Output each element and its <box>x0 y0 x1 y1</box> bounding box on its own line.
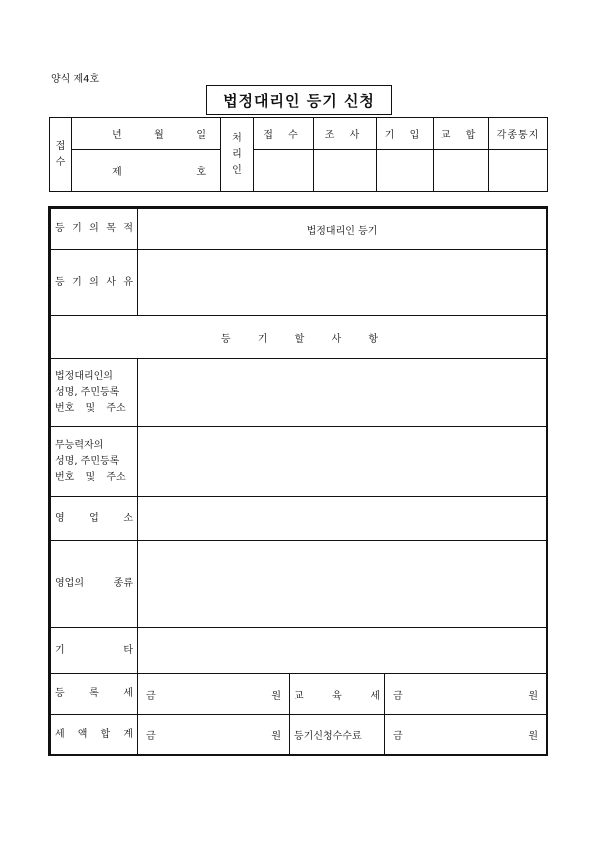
amount-prefix: 금 <box>393 690 403 702</box>
agent-label-line3: 번호 및 주소 <box>55 402 126 414</box>
label-char: 영 <box>55 512 65 524</box>
receipt-date[interactable] <box>72 118 221 150</box>
business-type-label <box>51 541 138 628</box>
label-char: 등 <box>55 276 65 288</box>
business-place-field[interactable] <box>138 497 547 541</box>
amount-prefix: 금 <box>146 690 156 702</box>
label-char: 사 <box>331 333 342 345</box>
label-char: 소 <box>123 512 133 524</box>
agent-label <box>51 359 138 427</box>
label-char: 할 <box>294 333 305 345</box>
label-char: 유 <box>123 276 133 288</box>
incapacitated-label <box>51 427 138 497</box>
amount-suffix: 원 <box>528 690 538 702</box>
number-suffix: 호 <box>196 167 206 178</box>
incapacitated-label-line2: 성명, 주민등록 <box>55 455 120 467</box>
label-char: 기 <box>72 223 82 234</box>
fee-label: 등기신청수수료 <box>290 715 385 755</box>
label-part: 영업의 <box>55 578 84 589</box>
cell-investigation[interactable] <box>314 150 377 192</box>
receipt-table <box>49 117 548 192</box>
label-char: 액 <box>77 728 88 740</box>
year-label: 년 <box>112 130 122 141</box>
label-char: 항 <box>368 333 378 345</box>
other-field[interactable] <box>138 628 547 674</box>
incapacitated-field[interactable] <box>138 427 547 497</box>
reason-field[interactable] <box>138 250 547 316</box>
amount-prefix: 금 <box>393 731 403 742</box>
form-title: 법정대리인 등기 신청 <box>206 85 392 115</box>
col-investigation: 조 사 <box>314 118 377 150</box>
business-type-field[interactable] <box>138 541 547 628</box>
purpose-label <box>51 209 138 250</box>
agent-label-line1: 법정대리인의 <box>55 370 113 382</box>
agent-field[interactable] <box>138 359 547 427</box>
day-label: 일 <box>196 130 206 141</box>
other-label <box>51 628 138 674</box>
business-place-label <box>51 497 138 541</box>
col-receipt: 접 수 <box>254 118 314 150</box>
label-char: 적 <box>123 223 133 234</box>
label-char: 기 <box>72 276 82 288</box>
col-entry: 기 입 <box>377 118 434 150</box>
registration-tax-label <box>51 674 138 715</box>
label-char: 등 <box>55 223 65 234</box>
label-char: 기 <box>257 333 268 345</box>
label-char: 업 <box>89 512 99 524</box>
registration-tax-field[interactable] <box>138 674 290 715</box>
month-label: 월 <box>154 130 164 141</box>
matters-heading <box>51 316 547 359</box>
number-prefix: 제 <box>112 167 122 178</box>
label-char: 계 <box>123 728 133 740</box>
label-char: 리 <box>232 148 242 160</box>
total-tax-label <box>51 715 138 755</box>
purpose-value[interactable]: 법정대리인 등기 <box>138 209 547 250</box>
label-char: 의 <box>89 223 99 234</box>
label-char: 록 <box>89 688 99 699</box>
cell-receipt[interactable] <box>254 150 314 192</box>
education-tax-field[interactable] <box>385 674 547 715</box>
label-char: 세 <box>123 688 133 699</box>
label-char: 의 <box>89 276 99 288</box>
amount-prefix: 금 <box>146 731 156 742</box>
form-number: 양식 제4호 <box>51 74 100 85</box>
processor-label <box>221 118 254 192</box>
label-char: 사 <box>106 276 116 288</box>
incapacitated-label-line3: 번호 및 주소 <box>55 471 126 483</box>
fee-field[interactable] <box>385 715 547 755</box>
label-char: 등 <box>221 333 231 345</box>
application-table <box>48 206 548 756</box>
label-char: 접 <box>55 140 66 152</box>
amount-suffix: 원 <box>271 690 281 702</box>
cell-entry[interactable] <box>377 150 434 192</box>
label-char: 수 <box>55 156 66 168</box>
label-part: 종류 <box>113 578 133 589</box>
label-char: 기 <box>55 644 65 656</box>
cell-verification[interactable] <box>434 150 489 192</box>
label-char: 세 <box>55 728 65 740</box>
receipt-number[interactable] <box>72 150 221 192</box>
label-char: 세 <box>370 690 380 702</box>
receipt-label <box>50 118 72 192</box>
label-char: 인 <box>232 164 242 176</box>
reason-label <box>51 250 138 316</box>
label-char: 육 <box>332 690 342 702</box>
label-char: 처 <box>232 132 242 144</box>
education-tax-label <box>290 674 385 715</box>
amount-suffix: 원 <box>271 731 281 742</box>
incapacitated-label-line1: 무능력자의 <box>55 439 104 451</box>
label-char: 목 <box>106 223 116 234</box>
cell-notices[interactable] <box>489 150 548 192</box>
amount-suffix: 원 <box>528 731 538 742</box>
label-char: 타 <box>123 644 133 656</box>
label-char: 합 <box>100 728 111 740</box>
total-tax-field[interactable] <box>138 715 290 755</box>
label-char: 교 <box>294 690 304 702</box>
agent-label-line2: 성명, 주민등록 <box>55 386 120 398</box>
label-char: 등 <box>55 688 65 699</box>
col-verification: 교 합 <box>434 118 489 150</box>
col-notices: 각종통지 <box>489 118 548 150</box>
